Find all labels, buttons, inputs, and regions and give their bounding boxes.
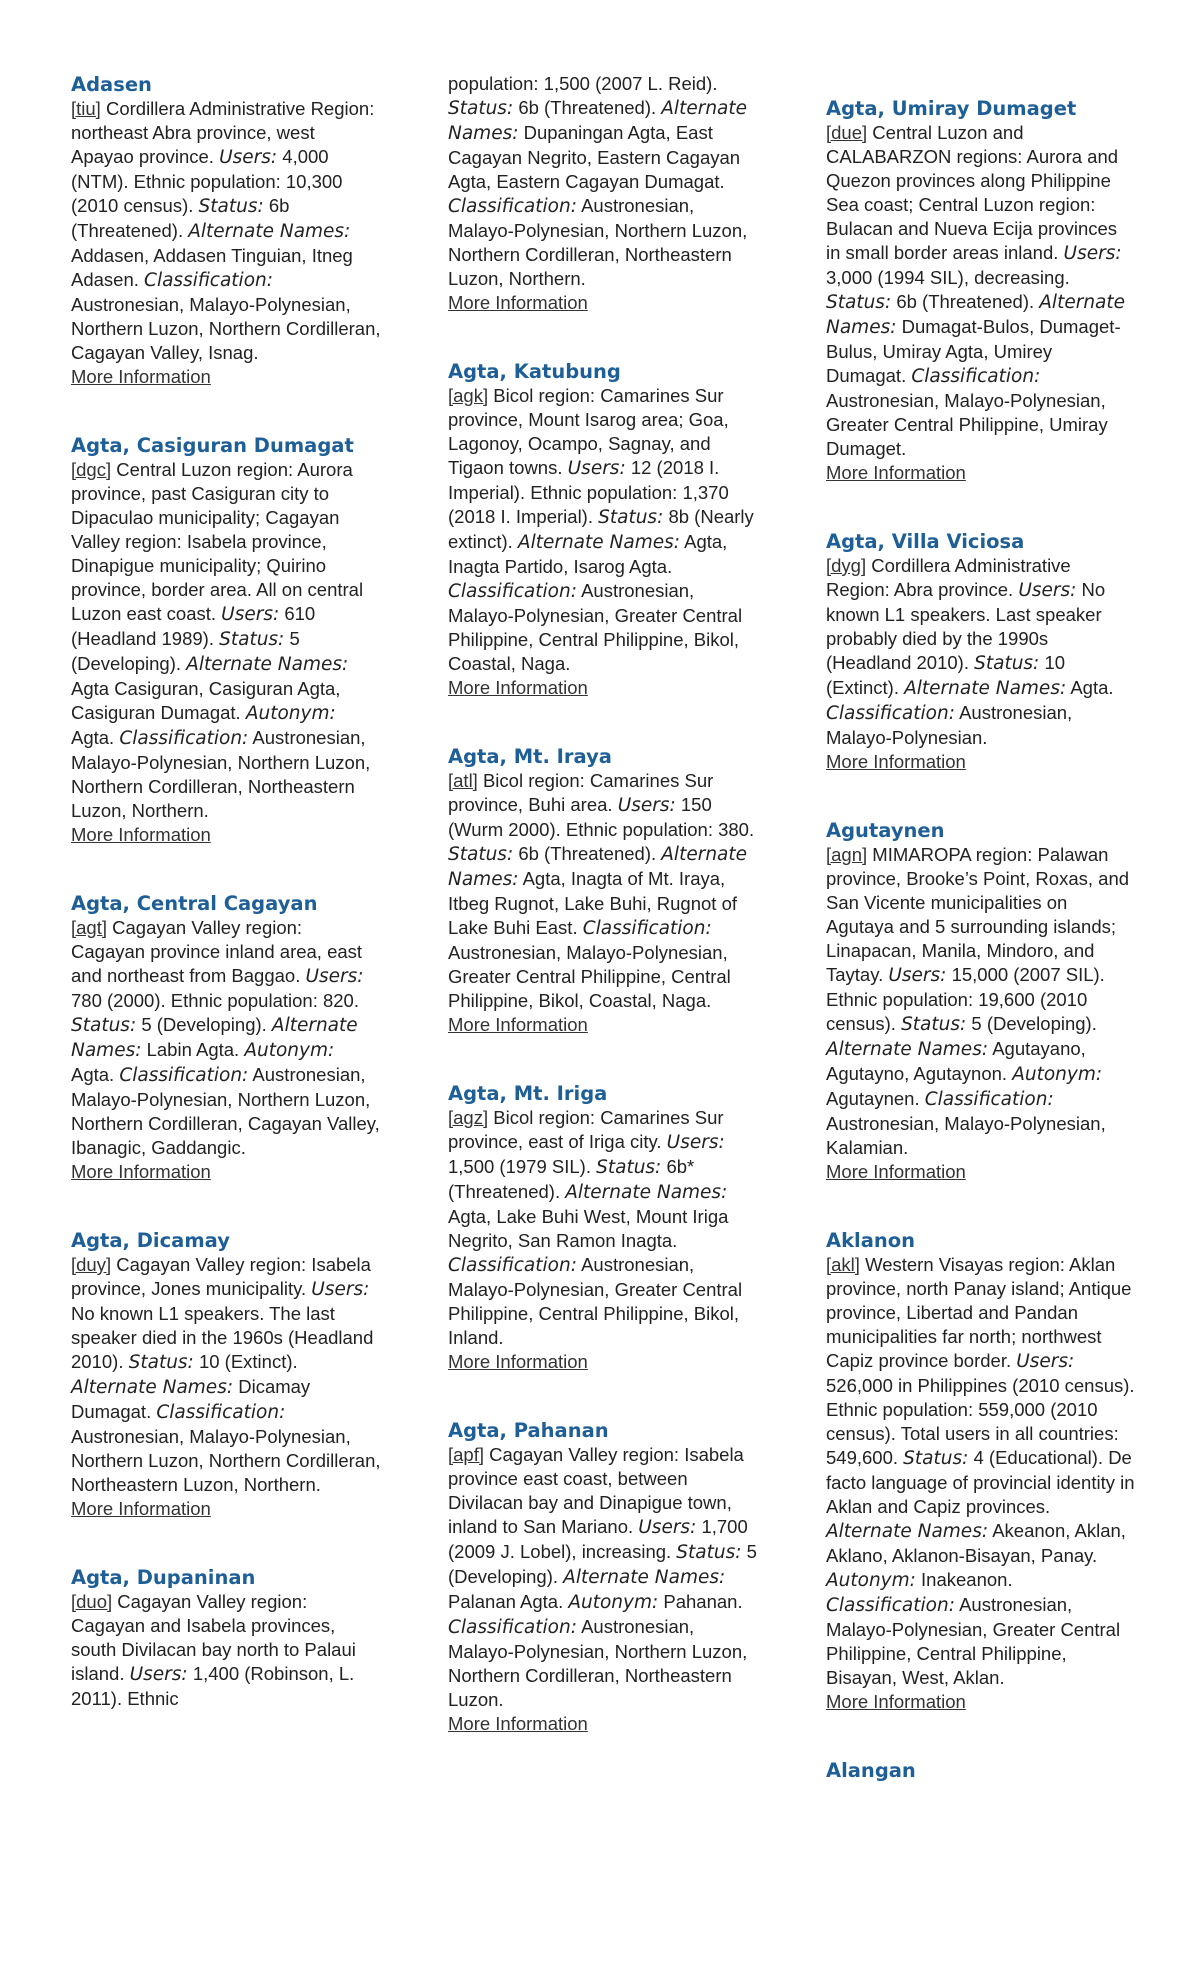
language-location: Cagayan Valley region: Isabela province east coast, between Divilacan bay and Dinapigue town, inland to San Mariano.: [448, 1444, 744, 1537]
language-location: Cordillera Administrative Region: Abra province.: [826, 555, 1071, 600]
language-code-link[interactable]: [agn]: [826, 844, 868, 865]
language-code-link[interactable]: [agk]: [448, 385, 489, 406]
language-name: Agta, Mt. Iraya: [448, 745, 612, 768]
language-name: Agta, Dicamay: [71, 1229, 230, 1252]
autonym-value: Inakeanon.: [921, 1569, 1013, 1590]
status-label: Status:: [826, 292, 892, 313]
classification-label: Classification:: [448, 1255, 577, 1276]
alternate-names-label: Alternate Names:: [563, 1567, 726, 1588]
alternate-names-label: Alternate Names:: [565, 1182, 728, 1203]
users-label: Users:: [888, 965, 947, 986]
language-description: [71, 916, 381, 1160]
language-name: Agta, Casiguran Dumagat: [71, 434, 354, 457]
classification-label: Classification:: [119, 1065, 249, 1086]
status-value: 6b (Threatened).: [71, 195, 290, 241]
alternate-names-label: Alternate Names:: [904, 678, 1067, 699]
language-entry: [826, 529, 1136, 774]
alternate-names-value: Dumagat-Bulos, Dumaget-Bulus, Umiray Agta, Umirey Dumagat.: [826, 316, 1121, 386]
classification-value: Austronesian, Malayo-Polynesian, Greater Central Philippine, Central Philippine, Bikol, Inland.: [448, 1254, 743, 1348]
language-description: [826, 554, 1136, 750]
users-value: 780 (2000). Ethnic population: 820.: [71, 990, 359, 1011]
alternate-names-value: Agta.: [1070, 677, 1114, 698]
alternate-names-value: Agta, Inagta of Mt. Iraya, Itbeg Rugnot, Lake Buhi, Rugnot of Lake Buhi East.: [448, 868, 738, 938]
language-name: Agta, Katubung: [448, 360, 621, 383]
language-description: [71, 97, 381, 365]
classification-value: Austronesian, Malayo-Polynesian.: [826, 702, 1073, 748]
alternate-names-label: Alternate Names:: [71, 1377, 234, 1398]
more-information-link[interactable]: More Information: [826, 462, 966, 483]
more-information-link[interactable]: More Information: [448, 1713, 588, 1734]
alternate-names-label: Alternate Names:: [517, 532, 680, 553]
language-description: [826, 843, 1136, 1160]
autonym-label: Autonym:: [1012, 1064, 1103, 1085]
language-entry: [71, 433, 381, 847]
status-label: Status:: [128, 1352, 194, 1373]
status-value: 6b* (Threatened).: [448, 1156, 695, 1202]
classification-value: Austronesian, Malayo-Polynesian, Northern Luzon, Northern Cordilleran, Cagayan Valley, Ibanagic, Gaddangic.: [71, 1064, 380, 1158]
alternate-names-label: Alternate Names:: [71, 1015, 358, 1061]
language-entry: [826, 818, 1136, 1184]
language-location: MIMAROPA region: Palawan province, Brooke’s Point, Roxas, and San Vicente municipalities on Agutaya and 5 surrounding islands; Linapacan, Manila, Mindoro, and Taytay.: [826, 844, 1130, 985]
alternate-names-value: Dupaningan Agta, East Cagayan Negrito, Eastern Cagayan Agta, Eastern Cagayan Dumagat.: [448, 122, 741, 192]
classification-value: Austronesian, Malayo-Polynesian, Kalamian.: [826, 1113, 1106, 1158]
users-value: 1,400 (Robinson, L. 2011). Ethnic: [71, 1663, 355, 1709]
language-location: Bicol region: Camarines Sur province, Buhi area.: [448, 770, 714, 815]
users-value: 4,000 (NTM). Ethnic population: 10,300 (2010 census).: [71, 146, 343, 216]
users-value: 610 (Headland 1989).: [71, 603, 316, 649]
language-code-link[interactable]: [apf]: [448, 1444, 484, 1465]
status-label: Status:: [974, 653, 1040, 674]
autonym-label: Autonym:: [244, 1040, 335, 1061]
status-value: 6b (Threatened).: [896, 291, 1035, 312]
classification-label: Classification:: [144, 270, 273, 291]
language-code-link[interactable]: [due]: [826, 122, 868, 143]
autonym-label: Autonym:: [568, 1592, 659, 1613]
users-value: No known L1 speakers. The last speaker died in the 1960s (Headland 2010).: [71, 1303, 374, 1372]
language-code-link[interactable]: [duy]: [71, 1254, 112, 1275]
status-label: Status:: [676, 1542, 742, 1563]
status-value: 5 (Developing).: [141, 1014, 267, 1035]
users-value: 15,000 (2007 SIL). Ethnic population: 19,600 (2010 census).: [826, 964, 1105, 1034]
alternate-names-value: Addasen, Addasen Tinguian, Itneg Adasen.: [71, 245, 353, 290]
language-description: [71, 1253, 381, 1497]
users-value: 3,000 (1994 SIL), decreasing.: [826, 267, 1070, 288]
language-name: Agta, Dupaninan: [71, 1566, 256, 1589]
alternate-names-label: Alternate Names:: [826, 1039, 989, 1060]
column-2: [448, 0, 758, 1780]
alternate-names-label: Alternate Names:: [826, 1521, 989, 1542]
more-information-link[interactable]: More Information: [448, 1351, 588, 1372]
classification-label: Classification:: [911, 366, 1041, 387]
language-name: Agutaynen: [826, 819, 945, 842]
language-name: Agta, Villa Viciosa: [826, 530, 1025, 553]
users-value: 1,500 (1979 SIL).: [448, 1156, 591, 1177]
status-label: Status:: [198, 196, 264, 217]
status-label: Status:: [71, 1015, 137, 1036]
language-location: Central Luzon region: Aurora province, past Casiguran city to Dipaculao municipality; Cagayan Valley region: Isabela province, Dinapigue municipality; Quirino province, border area. All on central Luzon east coast.: [71, 459, 364, 624]
classification-value: Austronesian, Malayo-Polynesian, Greater Central Philippine, Central Philippine, Bikol, Coastal, Naga.: [448, 942, 731, 1011]
status-label: Status:: [219, 629, 285, 650]
users-label: Users:: [311, 1279, 370, 1300]
status-label: Status:: [903, 1448, 969, 1469]
users-value: 1,700 (2009 J. Lobel), increasing.: [448, 1516, 748, 1562]
more-information-link[interactable]: More Information: [71, 1161, 211, 1182]
users-label: Users:: [219, 147, 278, 168]
alternate-names-label: Alternate Names:: [448, 98, 748, 144]
alternate-names-value: Agta, Lake Buhi West, Mount Iriga Negrito, San Ramon Inagta.: [448, 1206, 729, 1251]
language-entry: [448, 1418, 758, 1736]
status-value: 5 (Developing).: [71, 628, 300, 674]
language-code-link[interactable]: [akl]: [826, 1254, 860, 1275]
language-name: Agta, Umiray Dumaget: [826, 97, 1077, 120]
status-value: 5 (Developing).: [448, 1541, 757, 1587]
language-code-link[interactable]: [tiu]: [71, 98, 101, 119]
classification-value: Austronesian, Malayo-Polynesian, Northern Luzon, Northern Cordilleran, Northeastern Luzon, Northern.: [71, 727, 371, 821]
language-code-link[interactable]: [agz]: [448, 1107, 489, 1128]
classification-label: Classification:: [448, 1617, 577, 1638]
language-location: Western Visayas region: Aklan province, north Panay island; Antique province, Libertad and Pandan municipalities far north; northwest Capiz province border.: [826, 1254, 1132, 1371]
language-description: [448, 1106, 758, 1350]
status-value: 10 (Extinct).: [198, 1351, 298, 1372]
autonym-label: Autonym:: [826, 1570, 916, 1591]
users-label: Users:: [129, 1664, 188, 1685]
status-label: Status:: [598, 507, 664, 528]
users-label: Users:: [305, 966, 364, 987]
language-code-link[interactable]: [duo]: [71, 1591, 113, 1612]
users-label: Users:: [666, 1132, 725, 1153]
alternate-names-value: Palanan Agta.: [448, 1591, 564, 1612]
classification-label: Classification:: [582, 918, 712, 939]
language-entry: [448, 359, 758, 700]
language-name: Aklanon: [826, 1229, 916, 1252]
language-description: [448, 72, 758, 291]
language-name: Agta, Pahanan: [448, 1419, 609, 1442]
language-location: Central Luzon and CALABARZON regions: Aurora and Quezon provinces along Philippine Sea coast; Central Luzon region: Bulacan and Nueva Ecija provinces in small border areas inland.: [826, 122, 1119, 263]
language-entry: [826, 1228, 1136, 1714]
column-1: [71, 0, 381, 1755]
alternate-names-value: Labin Agta.: [146, 1039, 240, 1060]
classification-value: Austronesian, Malayo-Polynesian, Northern Luzon, Northern Cordilleran, Cagayan Valley, Isnag.: [71, 294, 381, 363]
users-label: Users:: [1063, 243, 1122, 264]
language-entry: [71, 891, 381, 1184]
users-label: Users:: [1018, 580, 1077, 601]
alternate-names-label: Alternate Names:: [186, 654, 349, 675]
classification-value: Austronesian, Malayo-Polynesian, Northern Luzon, Northern Cordilleran, Northeastern Luzon, Northern.: [448, 195, 748, 289]
alternate-names-label: Alternate Names:: [188, 221, 351, 242]
status-value: 6b (Threatened).: [518, 843, 657, 864]
language-entry: [448, 72, 758, 315]
status-value: 10 (Extinct).: [826, 652, 1066, 698]
users-value: 526,000 in Philippines (2010 census). Ethnic population: 559,000 (2010 census). Total users in all countries: 549,600.: [826, 1375, 1135, 1468]
more-information-link[interactable]: More Information: [826, 1161, 966, 1182]
status-label: Status:: [596, 1157, 662, 1178]
language-location: Cagayan Valley region: Cagayan and Isabela provinces, south Divilacan bay north to Palaui island.: [71, 1591, 356, 1684]
users-label: Users:: [567, 458, 626, 479]
language-entry: [826, 1758, 1136, 1783]
classification-label: Classification:: [826, 703, 955, 724]
language-code-link[interactable]: [dyg]: [826, 555, 867, 576]
status-value: 4 (Educational). De facto language of provincial identity in Aklan and Capiz provinces.: [826, 1447, 1135, 1517]
status-label: Status:: [448, 844, 514, 865]
language-name: Alangan: [826, 1759, 916, 1782]
language-entry: [448, 744, 758, 1037]
status-value: 8b (Nearly extinct).: [448, 506, 754, 552]
classification-label: Classification:: [156, 1402, 286, 1423]
status-label: Status:: [448, 98, 514, 119]
alternate-names-label: Alternate Names:: [826, 292, 1126, 338]
more-information-link[interactable]: More Information: [71, 824, 211, 845]
classification-value: Austronesian, Malayo-Polynesian, Greater Central Philippine, Central Philippine, Bisayan, West, Aklan.: [826, 1594, 1121, 1688]
more-information-link[interactable]: More Information: [448, 677, 588, 698]
language-code-link[interactable]: [atl]: [448, 770, 478, 791]
status-value: 5 (Developing).: [971, 1013, 1097, 1034]
autonym-value: Agutaynen.: [826, 1088, 920, 1109]
language-entry: [71, 72, 381, 389]
language-description: [448, 1443, 758, 1712]
users-value: No known L1 speakers. Last speaker probably died by the 1990s (Headland 2010).: [826, 579, 1106, 673]
classification-label: Classification:: [119, 728, 249, 749]
language-description: [71, 458, 381, 823]
language-code-link[interactable]: [agt]: [71, 917, 107, 938]
users-value: 150 (Wurm 2000). Ethnic population: 380.: [448, 794, 755, 840]
language-location: Bicol region: Camarines Sur province, east of Iriga city.: [448, 1107, 724, 1152]
language-description: [826, 1253, 1136, 1690]
classification-label: Classification:: [448, 581, 577, 602]
alternate-names-value: Akeanon, Aklan, Aklano, Aklanon-Bisayan, Panay.: [826, 1520, 1126, 1566]
language-location: Cagayan Valley region: Cagayan province inland area, east and northeast from Baggao.: [71, 917, 363, 986]
alternate-names-value: Dicamay Dumagat.: [71, 1376, 311, 1422]
language-entry: [826, 96, 1136, 485]
alternate-names-value: Agta Casiguran, Casiguran Agta, Casiguran Dumagat.: [71, 678, 341, 723]
language-description: [448, 384, 758, 676]
classification-value: Austronesian, Malayo-Polynesian, Greater Central Philippine, Central Philippine, Bikol, Coastal, Naga.: [448, 580, 743, 674]
classification-value: Austronesian, Malayo-Polynesian, Northern Luzon, Northern Cordilleran, Northeastern Luzon, Northern.: [71, 1426, 381, 1495]
users-value: 12 (2018 I. Imperial). Ethnic population: 1,370 (2018 I. Imperial).: [448, 457, 729, 527]
language-name: Adasen: [71, 73, 152, 96]
language-entry: [71, 1565, 381, 1711]
language-name: Agta, Mt. Iriga: [448, 1082, 608, 1105]
language-code-link[interactable]: [dgc]: [71, 459, 112, 480]
more-information-link[interactable]: More Information: [826, 1691, 966, 1712]
alternate-names-value: Agta, Inagta Partido, Isarog Agta.: [448, 531, 728, 577]
language-location: Bicol region: Camarines Sur province, Mount Isarog area; Goa, Lagonoy, Ocampo, Sagnay, and Tigaon towns.: [448, 385, 729, 478]
language-entry: [448, 1081, 758, 1374]
language-description: [448, 769, 758, 1013]
classification-value: Austronesian, Malayo-Polynesian, Greater Central Philippine, Umiray Dumaget.: [826, 390, 1108, 459]
status-value: 6b (Threatened).: [518, 97, 657, 118]
language-entry: [71, 1228, 381, 1521]
status-label: Status:: [901, 1014, 967, 1035]
language-location: Cordillera Administrative Region: northeast Abra province, west Apayao province.: [71, 98, 375, 167]
continued-text: population: 1,500 (2007 L. Reid).: [448, 73, 718, 94]
language-description: [71, 1590, 381, 1711]
classification-label: Classification:: [924, 1089, 1054, 1110]
users-label: Users:: [638, 1517, 697, 1538]
autonym-label: Autonym:: [245, 703, 336, 724]
language-name: Agta, Central Cagayan: [71, 892, 318, 915]
column-3: [826, 0, 1136, 1827]
users-label: Users:: [1016, 1351, 1075, 1372]
language-location: Cagayan Valley region: Isabela province, Jones municipality.: [71, 1254, 371, 1299]
alternate-names-value: Agutayano, Agutayno, Agutaynon.: [826, 1038, 1086, 1084]
autonym-value: Pahanan.: [663, 1591, 743, 1612]
more-information-link[interactable]: More Information: [448, 292, 588, 313]
classification-label: Classification:: [448, 196, 577, 217]
language-description: [826, 121, 1136, 461]
alternate-names-label: Alternate Names:: [448, 844, 748, 890]
users-label: Users:: [617, 795, 676, 816]
more-information-link[interactable]: More Information: [448, 1014, 588, 1035]
classification-label: Classification:: [826, 1595, 955, 1616]
classification-value: Austronesian, Malayo-Polynesian, Northern Luzon, Northern Cordilleran, Northeastern Luzon.: [448, 1616, 748, 1710]
more-information-link[interactable]: More Information: [71, 1498, 211, 1519]
autonym-value: Agta.: [71, 727, 115, 748]
more-information-link[interactable]: More Information: [826, 751, 966, 772]
autonym-value: Agta.: [71, 1064, 115, 1085]
more-information-link[interactable]: More Information: [71, 366, 211, 387]
users-label: Users:: [221, 604, 280, 625]
